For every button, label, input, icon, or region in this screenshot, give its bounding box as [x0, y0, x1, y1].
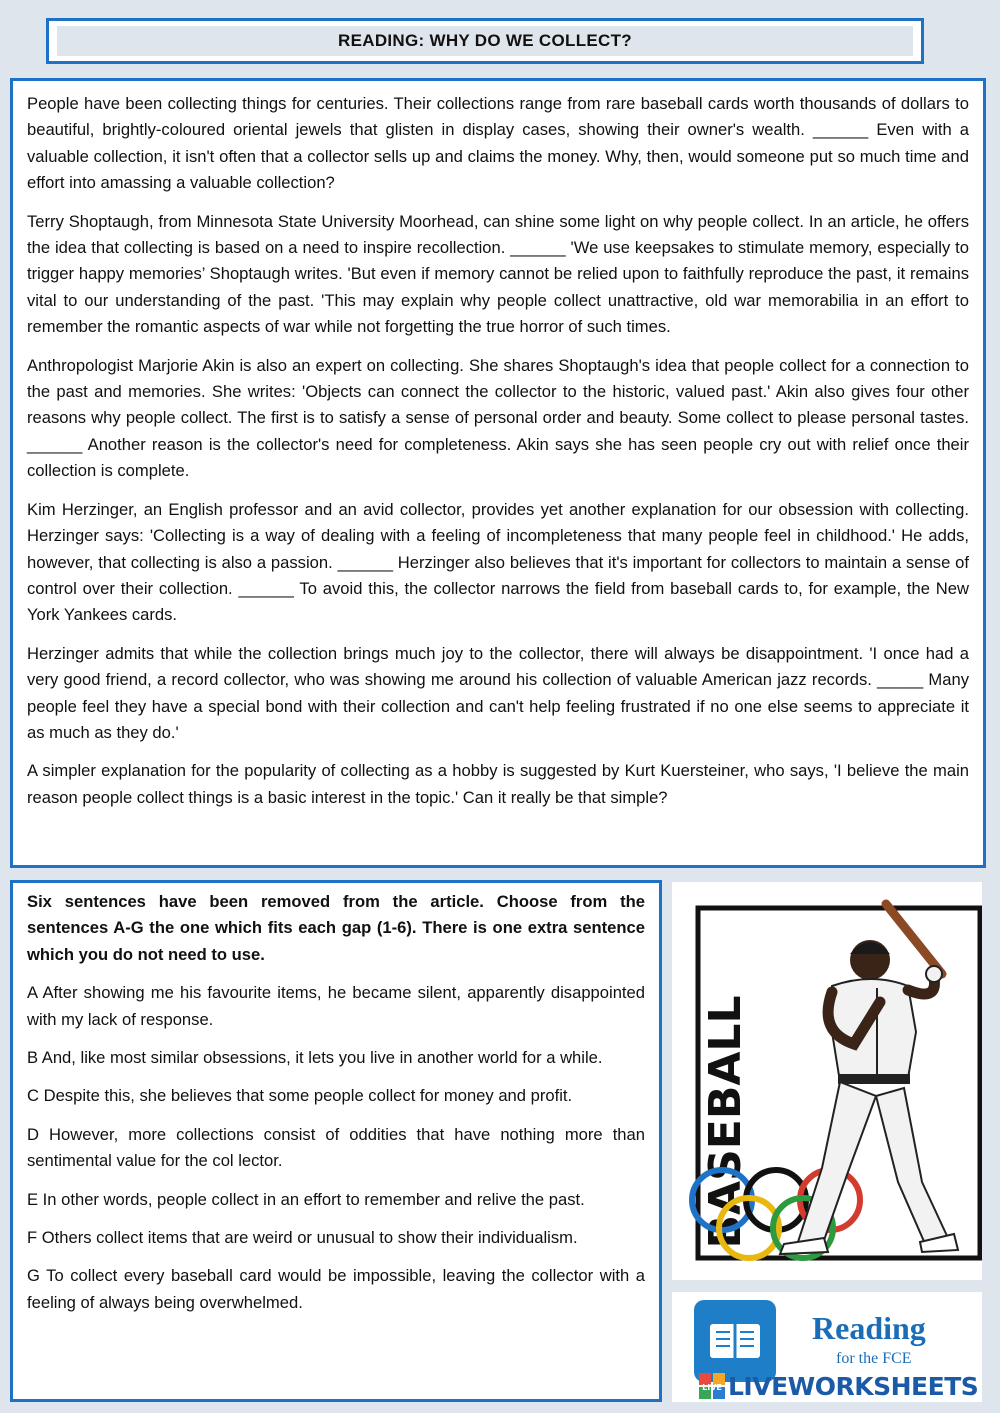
- brand-panel: [672, 1292, 982, 1402]
- article-paragraph-4: Kim Herzinger, an English professor and an avid collector, provides yet another explanation for our obsession with collecting. Herzinger says: 'Collecting is a way of dealing with a feeling of incompleteness that many people feel in childhood.' He adds, however, that collecting is also a passion. ______ Herzinger also believes that it's important for collectors to maintain a sense of control over their collection. ______ To avoid this, the collector narrows the field from baseball cards to, for example, the New York Yankees cards.: [27, 499, 969, 625]
- option-a: A After showing me his favourite items, he became silent, apparently disappointed with my lack of response.: [27, 983, 645, 1029]
- article-paragraph-2: Terry Shoptaugh, from Minnesota State University Moorhead, can shine some light on why people collect. In an article, he offers the idea that collecting is based on a need to inspire recollection. ______ 'We use keepsakes to stimulate memory, especially to trigger happy memories’ Shoptaugh writes. 'But even if memory cannot be relied upon to faithfully reproduce the past, it remains vital to our understanding of the past. 'This may explain why people collect unattractive, old war memorabilia in an effort to remember the romantic aspects of war while not forgetting the true horror of such times.: [27, 211, 969, 337]
- brand-subtitle: for the FCE: [836, 1350, 912, 1367]
- live-badge-text: LIVE: [702, 1383, 722, 1392]
- baseball-sign-text: BASEBALL: [700, 995, 751, 1249]
- option-e: E In other words, people collect in an effort to remember and relive the past.: [27, 1189, 585, 1209]
- live-badge-icon: [698, 1372, 728, 1400]
- baseball-illustration: [672, 882, 982, 1280]
- option-g: G To collect every baseball card would be impossible, leaving the collector with a feeling of always being overwhelmed.: [27, 1266, 645, 1312]
- task-instructions: Six sentences have been removed from the article. Choose from the sentences A-G the one which fits each gap (1-6). There is one extra sentence which you do not need to use.: [27, 892, 645, 964]
- option-d: D However, more collections consist of oddities that have nothing more than sentimental value for the col lector.: [27, 1124, 645, 1171]
- brand-title: Reading: [812, 1310, 926, 1346]
- liveworksheets-logo: [698, 1372, 978, 1400]
- article: [10, 78, 986, 868]
- book-logo: [694, 1300, 776, 1382]
- title-box: [46, 18, 924, 64]
- article-paragraph-1: People have been collecting things for centuries. Their collections range from rare baseball cards worth thousands of dollars to beautiful, brightly-coloured oriental jewels that glisten in display cases, showing their owner's wealth. ______ Even with a valuable collection, it isn't often that a collector sells up and claims the money. Why, then, would someone put so much time and effort into amassing a valuable collection?: [27, 94, 969, 193]
- baseball-player-drawing: [672, 882, 982, 1280]
- option-b: B And, like most similar obsessions, it lets you live in another world for a while.: [27, 1048, 603, 1068]
- open-book-icon: [694, 1300, 776, 1382]
- article-paragraph-5: Herzinger admits that while the collection brings much joy to the collector, there will always be disappointment. 'I once had a very good friend, a record collector, who was showing me around his collection of valuable American jazz records. _____ Many people feel they have a special bond with their collection and can't help feeling frustrated if no one else seems to appreciate it as much as they do.': [27, 643, 969, 742]
- option-f: F Others collect items that are weird or unusual to show their individualism.: [27, 1228, 578, 1248]
- article-paragraph-6: A simpler explanation for the popularity of collecting as a hobby is suggested by Kurt Kuersteiner, who says, 'I believe the main reason people collect things is a basic interest in the topic.' Can it really be that simple?: [27, 761, 969, 807]
- task-box: [10, 880, 662, 1402]
- page-title: READING: WHY DO WE COLLECT?: [57, 26, 913, 56]
- liveworksheets-text: LIVEWORKSHEETS: [728, 1371, 979, 1401]
- option-c: C Despite this, she believes that some people collect for money and profit.: [27, 1086, 573, 1106]
- article-paragraph-3: Anthropologist Marjorie Akin is also an expert on collecting. She shares Shoptaugh's idea that people collect for a connection to the past and memories. She writes: 'Objects can connect the collector to the historic, valued past.' Akin also gives four other reasons why people collect. The first is to satisfy a sense of personal order and beauty. Some collect to please personal tastes. ______ Another reason is the collector's need for completeness. Akin says she has seen people cry out with relief once their collection is complete.: [27, 355, 969, 481]
